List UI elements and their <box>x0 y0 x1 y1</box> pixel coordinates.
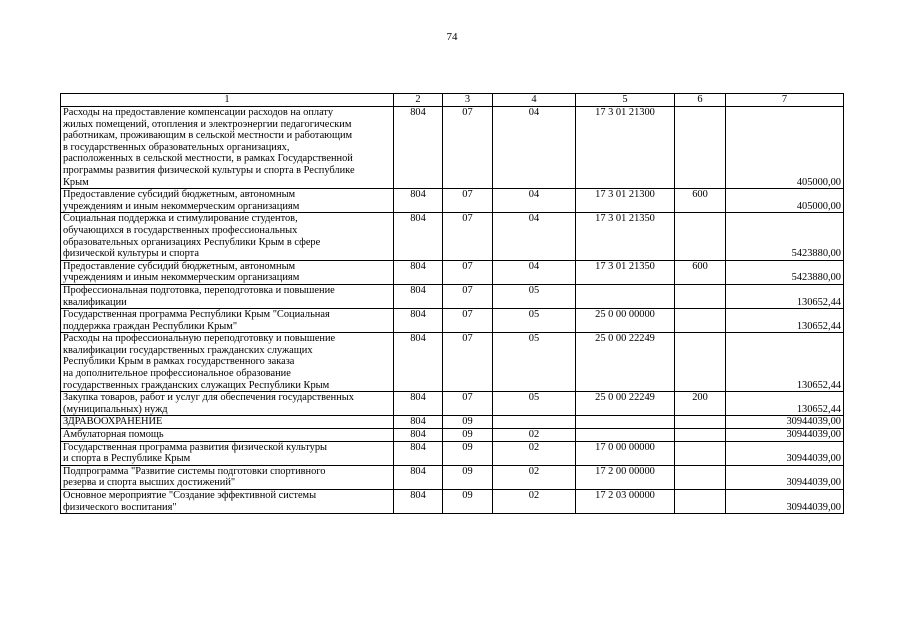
table-row <box>61 107 844 189</box>
ministry-code: 804 <box>394 189 443 213</box>
table-row <box>61 213 844 260</box>
table-row <box>61 189 844 213</box>
section-code: 09 <box>443 465 493 489</box>
amount: 405000,00 <box>726 107 844 189</box>
description-line: Республики Крым в рамках государственного заказа <box>63 356 295 368</box>
subsection-code: 04 <box>493 213 576 260</box>
description-line: Государственная программа развития физической культуры <box>63 441 328 453</box>
description-line: расположенных в сельской местности, в рамках Государственной <box>63 153 353 165</box>
row-description <box>61 333 394 392</box>
description-line: Профессиональная подготовка, переподготовка и повышение <box>63 284 335 296</box>
ministry-code: 804 <box>394 441 443 465</box>
expense-type-code: 600 <box>675 260 726 284</box>
section-code: 09 <box>443 490 493 514</box>
table-row <box>61 465 844 489</box>
subsection-code: 05 <box>493 284 576 308</box>
row-description <box>61 213 394 260</box>
amount: 405000,00 <box>726 189 844 213</box>
expense-type-code <box>675 213 726 260</box>
amount: 5423880,00 <box>726 213 844 260</box>
ministry-code: 804 <box>394 333 443 392</box>
row-description <box>61 429 394 442</box>
table-row <box>61 490 844 514</box>
expense-type-code <box>675 284 726 308</box>
expense-type-code <box>675 107 726 189</box>
target-article-code: 17 3 01 21350 <box>576 260 675 284</box>
amount: 130652,44 <box>726 309 844 333</box>
target-article-code: 17 2 03 00000 <box>576 490 675 514</box>
expense-type-code <box>675 441 726 465</box>
amount: 5423880,00 <box>726 260 844 284</box>
subsection-code: 02 <box>493 465 576 489</box>
section-code: 09 <box>443 441 493 465</box>
expense-type-code <box>675 429 726 442</box>
description-line: Основное мероприятие "Создание эффективной системы <box>63 490 317 501</box>
ministry-code: 804 <box>394 309 443 333</box>
description-line: резерва и спорта высших достижений" <box>63 477 236 489</box>
subsection-code: 05 <box>493 309 576 333</box>
row-description <box>61 284 394 308</box>
page-number: 74 <box>446 31 458 43</box>
description-line: поддержка граждан Республики Крым" <box>63 320 238 332</box>
subsection-code: 05 <box>493 392 576 416</box>
target-article-code: 17 3 01 21300 <box>576 107 675 189</box>
subsection-code: 02 <box>493 429 576 442</box>
ministry-code: 804 <box>394 260 443 284</box>
row-description <box>61 490 394 514</box>
subsection-code: 04 <box>493 189 576 213</box>
description-line: Предоставление субсидий бюджетным, автономным <box>63 260 296 272</box>
section-code: 07 <box>443 213 493 260</box>
amount: 30944039,00 <box>726 490 844 514</box>
description-line: жилых помещений, отопления и электроэнергии педагогическим <box>63 118 352 130</box>
target-article-code <box>576 429 675 442</box>
description-line: Амбулаторная помощь <box>63 429 164 441</box>
table-row <box>61 333 844 392</box>
description-line: Расходы на предоставление компенсации расходов на оплату <box>63 107 334 118</box>
section-code: 09 <box>443 429 493 442</box>
table-row <box>61 392 844 416</box>
ministry-code: 804 <box>394 429 443 442</box>
expense-type-code <box>675 490 726 514</box>
description-line: ЗДРАВООХРАНЕНИЕ <box>63 416 163 428</box>
expense-type-code <box>675 333 726 392</box>
amount: 30944039,00 <box>726 441 844 465</box>
description-line: физического воспитания" <box>63 501 177 513</box>
ministry-code: 804 <box>394 490 443 514</box>
section-code: 07 <box>443 107 493 189</box>
target-article-code: 17 3 01 21350 <box>576 213 675 260</box>
description-line: (муниципальных) нужд <box>63 403 168 415</box>
amount: 130652,44 <box>726 392 844 416</box>
description-line: в государственных образовательных организациях, <box>63 141 290 153</box>
description-line: Закупка товаров, работ и услуг для обеспечения государственных <box>63 392 354 404</box>
target-article-code: 25 0 00 22249 <box>576 392 675 416</box>
table-row <box>61 441 844 465</box>
expense-type-code: 600 <box>675 189 726 213</box>
table-row <box>61 284 844 308</box>
row-description <box>61 416 394 429</box>
row-description <box>61 441 394 465</box>
column-header-5: 5 <box>576 94 675 107</box>
subsection-code: 05 <box>493 333 576 392</box>
ministry-code: 804 <box>394 213 443 260</box>
expense-type-code <box>675 309 726 333</box>
description-line: работникам, проживающим в сельской местности и работающим <box>63 130 353 142</box>
ministry-code: 804 <box>394 392 443 416</box>
target-article-code <box>576 284 675 308</box>
expense-type-code <box>675 416 726 429</box>
section-code: 07 <box>443 189 493 213</box>
description-line: образовательных организациях Республики Крым в сфере <box>63 236 321 248</box>
row-description <box>61 392 394 416</box>
ministry-code: 804 <box>394 107 443 189</box>
row-description <box>61 260 394 284</box>
ministry-code: 804 <box>394 465 443 489</box>
table-row <box>61 309 844 333</box>
column-header-4: 4 <box>493 94 576 107</box>
column-header-7: 7 <box>726 94 844 107</box>
subsection-code <box>493 416 576 429</box>
table-row <box>61 429 844 442</box>
expense-type-code <box>675 465 726 489</box>
column-header-3: 3 <box>443 94 493 107</box>
description-line: Предоставление субсидий бюджетным, автономным <box>63 189 296 201</box>
description-line: на дополнительное профессиональное образование <box>63 368 291 380</box>
column-header-2: 2 <box>394 94 443 107</box>
description-line: учреждениям и иным некоммерческим организациям <box>63 272 300 284</box>
amount: 30944039,00 <box>726 465 844 489</box>
amount: 130652,44 <box>726 284 844 308</box>
subsection-code: 04 <box>493 260 576 284</box>
description-line: и спорта в Республике Крым <box>63 453 191 465</box>
section-code: 07 <box>443 333 493 392</box>
target-article-code: 17 2 00 00000 <box>576 465 675 489</box>
budget-table <box>60 93 844 514</box>
row-description <box>61 465 394 489</box>
subsection-code: 04 <box>493 107 576 189</box>
target-article-code <box>576 416 675 429</box>
section-code: 07 <box>443 260 493 284</box>
ministry-code: 804 <box>394 416 443 429</box>
description-line: программы развития физической культуры и спорта в Республике <box>63 164 355 176</box>
target-article-code: 25 0 00 22249 <box>576 333 675 392</box>
row-description <box>61 309 394 333</box>
description-line: Социальная поддержка и стимулирование студентов, <box>63 213 298 225</box>
ministry-code: 804 <box>394 284 443 308</box>
target-article-code: 17 0 00 00000 <box>576 441 675 465</box>
description-line: физической культуры и спорта <box>63 248 199 260</box>
header-row <box>61 94 844 107</box>
target-article-code: 17 3 01 21300 <box>576 189 675 213</box>
description-line: обучающихся в государственных профессиональных <box>63 224 298 236</box>
target-article-code: 25 0 00 00000 <box>576 309 675 333</box>
description-line: Расходы на профессиональную переподготовку и повышение <box>63 333 336 345</box>
row-description <box>61 189 394 213</box>
description-line: учреждениям и иным некоммерческим организациям <box>63 200 300 212</box>
row-description <box>61 107 394 189</box>
table-row <box>61 416 844 429</box>
column-header-6: 6 <box>675 94 726 107</box>
subsection-code: 02 <box>493 441 576 465</box>
subsection-code: 02 <box>493 490 576 514</box>
description-line: квалификации государственных гражданских служащих <box>63 344 313 356</box>
section-code: 07 <box>443 309 493 333</box>
section-code: 07 <box>443 392 493 416</box>
expense-type-code: 200 <box>675 392 726 416</box>
amount: 130652,44 <box>726 333 844 392</box>
section-code: 07 <box>443 284 493 308</box>
amount: 30944039,00 <box>726 429 844 442</box>
description-line: Крым <box>63 176 89 188</box>
description-line: квалификации <box>63 296 127 308</box>
column-header-1: 1 <box>61 94 394 107</box>
description-line: Подпрограмма "Развитие системы подготовки спортивного <box>63 465 326 477</box>
description-line: государственных гражданских служащих Республики Крым <box>63 379 330 391</box>
section-code: 09 <box>443 416 493 429</box>
description-line: Государственная программа Республики Крым "Социальная <box>63 309 330 321</box>
table-row <box>61 260 844 284</box>
amount: 30944039,00 <box>726 416 844 429</box>
